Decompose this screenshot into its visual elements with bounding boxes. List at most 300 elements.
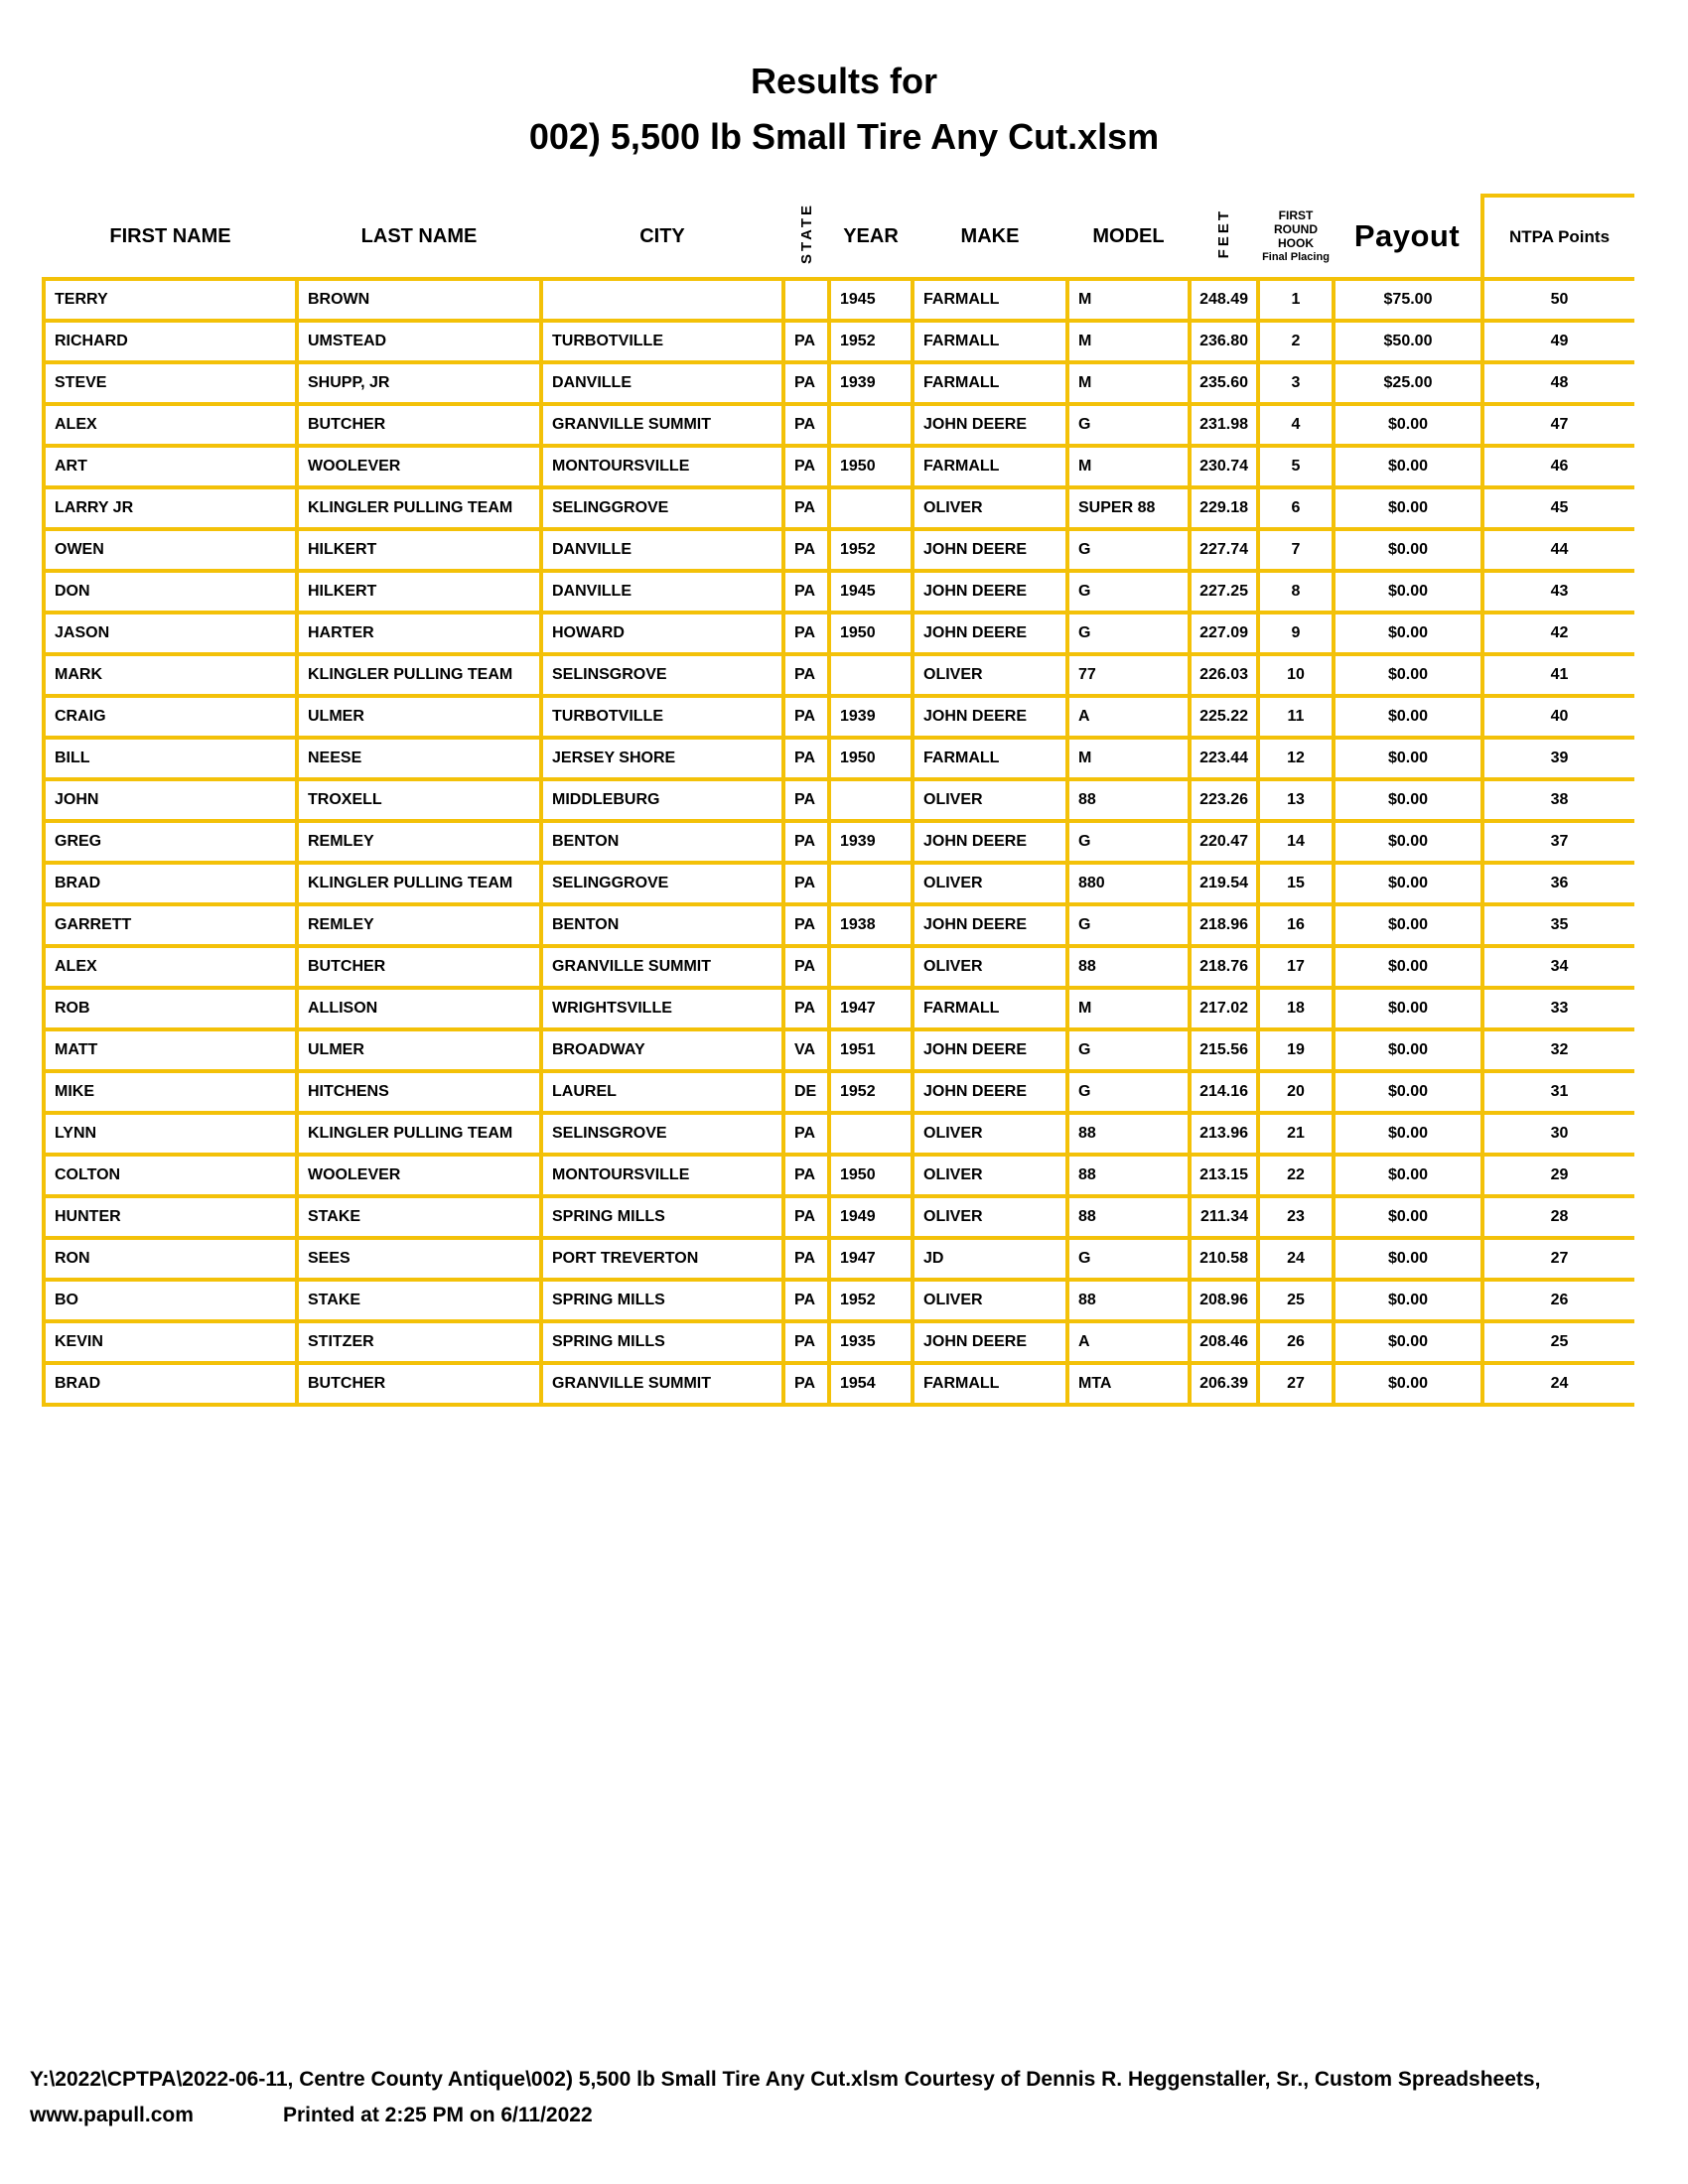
cell-last-name: STAKE [297,1196,541,1238]
cell-state: PA [783,654,829,696]
table-row [44,821,1634,863]
cell-place: 26 [1258,1321,1334,1363]
cell-city: HOWARD [541,613,783,654]
cell-model: 88 [1067,779,1190,821]
cell-make: JOHN DEERE [913,404,1067,446]
cell-year [829,779,913,821]
cell-place: 23 [1258,1196,1334,1238]
cell-city: GRANVILLE SUMMIT [541,946,783,988]
cell-first-name: DON [44,571,297,613]
cell-model: G [1067,1071,1190,1113]
table-row [44,779,1634,821]
col-header-model: MODEL [1067,196,1190,279]
cell-state: PA [783,487,829,529]
cell-payout: $0.00 [1334,654,1482,696]
cell-last-name: KLINGLER PULLING TEAM [297,654,541,696]
cell-payout: $0.00 [1334,571,1482,613]
table-row [44,988,1634,1029]
cell-first-name: ROB [44,988,297,1029]
cell-city: SPRING MILLS [541,1321,783,1363]
cell-city [541,279,783,321]
cell-state: PA [783,1321,829,1363]
cell-make: FARMALL [913,1363,1067,1405]
cell-payout: $0.00 [1334,487,1482,529]
cell-place: 6 [1258,487,1334,529]
cell-state: PA [783,738,829,779]
cell-points: 39 [1482,738,1634,779]
footer-url: www.papull.com [30,2104,194,2126]
cell-points: 50 [1482,279,1634,321]
cell-model: SUPER 88 [1067,487,1190,529]
table-row [44,571,1634,613]
cell-feet: 227.25 [1190,571,1258,613]
cell-payout: $0.00 [1334,738,1482,779]
table-row [44,1280,1634,1321]
cell-first-name: JASON [44,613,297,654]
cell-model: M [1067,279,1190,321]
hook-header-line2: HOOK [1278,236,1314,250]
cell-first-name: ART [44,446,297,487]
cell-city: BENTON [541,904,783,946]
cell-first-name: JOHN [44,779,297,821]
cell-model: 880 [1067,863,1190,904]
cell-year [829,404,913,446]
cell-payout: $0.00 [1334,1029,1482,1071]
cell-state: PA [783,446,829,487]
cell-state: PA [783,571,829,613]
cell-points: 42 [1482,613,1634,654]
table-row [44,404,1634,446]
cell-make: JOHN DEERE [913,613,1067,654]
cell-make: JOHN DEERE [913,571,1067,613]
cell-points: 34 [1482,946,1634,988]
cell-last-name: ULMER [297,1029,541,1071]
cell-first-name: BRAD [44,1363,297,1405]
cell-feet: 217.02 [1190,988,1258,1029]
cell-year: 1939 [829,362,913,404]
cell-points: 38 [1482,779,1634,821]
cell-points: 41 [1482,654,1634,696]
cell-feet: 248.49 [1190,279,1258,321]
cell-last-name: HITCHENS [297,1071,541,1113]
cell-payout: $50.00 [1334,321,1482,362]
cell-make: JOHN DEERE [913,1321,1067,1363]
cell-year: 1952 [829,1071,913,1113]
cell-points: 43 [1482,571,1634,613]
cell-model: 88 [1067,1196,1190,1238]
cell-make: FARMALL [913,321,1067,362]
cell-place: 14 [1258,821,1334,863]
table-row [44,696,1634,738]
cell-model: A [1067,1321,1190,1363]
cell-place: 9 [1258,613,1334,654]
cell-model: G [1067,1029,1190,1071]
cell-feet: 229.18 [1190,487,1258,529]
cell-payout: $0.00 [1334,404,1482,446]
cell-first-name: BO [44,1280,297,1321]
col-header-ntpa-points: NTPA Points [1482,196,1634,279]
cell-points: 29 [1482,1155,1634,1196]
cell-city: GRANVILLE SUMMIT [541,1363,783,1405]
cell-model: G [1067,529,1190,571]
cell-model: M [1067,362,1190,404]
cell-state: PA [783,1363,829,1405]
cell-city: TURBOTVILLE [541,696,783,738]
cell-first-name: LYNN [44,1113,297,1155]
cell-model: M [1067,321,1190,362]
cell-last-name: TROXELL [297,779,541,821]
cell-state: PA [783,404,829,446]
cell-year [829,1113,913,1155]
cell-state: PA [783,613,829,654]
col-header-make: MAKE [913,196,1067,279]
cell-year: 1952 [829,1280,913,1321]
cell-first-name: TERRY [44,279,297,321]
cell-payout: $0.00 [1334,1321,1482,1363]
cell-make: JOHN DEERE [913,529,1067,571]
cell-first-name: RICHARD [44,321,297,362]
cell-year: 1950 [829,613,913,654]
cell-place: 21 [1258,1113,1334,1155]
cell-last-name: UMSTEAD [297,321,541,362]
table-row [44,446,1634,487]
cell-points: 33 [1482,988,1634,1029]
cell-points: 30 [1482,1113,1634,1155]
cell-last-name: REMLEY [297,821,541,863]
cell-payout: $0.00 [1334,946,1482,988]
cell-year: 1945 [829,571,913,613]
cell-payout: $0.00 [1334,1238,1482,1280]
cell-city: GRANVILLE SUMMIT [541,404,783,446]
table-row [44,1071,1634,1113]
cell-make: OLIVER [913,1280,1067,1321]
cell-points: 25 [1482,1321,1634,1363]
col-header-first-name: FIRST NAME [44,196,297,279]
cell-state: PA [783,904,829,946]
cell-payout: $0.00 [1334,904,1482,946]
cell-payout: $0.00 [1334,863,1482,904]
cell-city: SELINGGROVE [541,863,783,904]
cell-feet: 219.54 [1190,863,1258,904]
cell-points: 36 [1482,863,1634,904]
cell-feet: 206.39 [1190,1363,1258,1405]
cell-feet: 231.98 [1190,404,1258,446]
cell-make: JOHN DEERE [913,1029,1067,1071]
cell-payout: $0.00 [1334,988,1482,1029]
cell-place: 8 [1258,571,1334,613]
cell-last-name: KLINGLER PULLING TEAM [297,487,541,529]
cell-model: G [1067,613,1190,654]
results-table [42,194,1634,1407]
cell-last-name: STAKE [297,1280,541,1321]
cell-city: MONTOURSVILLE [541,1155,783,1196]
cell-year [829,487,913,529]
cell-state: PA [783,779,829,821]
cell-last-name: HILKERT [297,529,541,571]
cell-state: PA [783,321,829,362]
cell-year: 1951 [829,1029,913,1071]
cell-state: PA [783,1113,829,1155]
cell-place: 22 [1258,1155,1334,1196]
cell-make: JOHN DEERE [913,1071,1067,1113]
cell-city: TURBOTVILLE [541,321,783,362]
cell-state: PA [783,988,829,1029]
table-row [44,1155,1634,1196]
cell-city: DANVILLE [541,362,783,404]
cell-city: JERSEY SHORE [541,738,783,779]
cell-model: G [1067,404,1190,446]
cell-first-name: STEVE [44,362,297,404]
col-header-last-name: LAST NAME [297,196,541,279]
feet-rotated-label: FEET [1215,207,1232,259]
cell-points: 32 [1482,1029,1634,1071]
cell-payout: $0.00 [1334,696,1482,738]
cell-city: PORT TREVERTON [541,1238,783,1280]
cell-make: OLIVER [913,1113,1067,1155]
cell-feet: 225.22 [1190,696,1258,738]
cell-year: 1939 [829,696,913,738]
table-row [44,738,1634,779]
cell-city: MIDDLEBURG [541,779,783,821]
cell-place: 18 [1258,988,1334,1029]
cell-payout: $0.00 [1334,529,1482,571]
cell-place: 15 [1258,863,1334,904]
cell-payout: $0.00 [1334,1196,1482,1238]
cell-make: OLIVER [913,1155,1067,1196]
cell-payout: $75.00 [1334,279,1482,321]
cell-state: PA [783,529,829,571]
footer-printed-timestamp: Printed at 2:25 PM on 6/11/2022 [283,2104,593,2126]
cell-make: FARMALL [913,446,1067,487]
table-row [44,946,1634,988]
cell-first-name: GREG [44,821,297,863]
cell-points: 46 [1482,446,1634,487]
cell-feet: 210.58 [1190,1238,1258,1280]
cell-payout: $0.00 [1334,1113,1482,1155]
cell-make: OLIVER [913,487,1067,529]
cell-first-name: LARRY JR [44,487,297,529]
cell-make: JOHN DEERE [913,696,1067,738]
table-row [44,529,1634,571]
cell-place: 3 [1258,362,1334,404]
cell-city: SPRING MILLS [541,1196,783,1238]
cell-year: 1950 [829,1155,913,1196]
cell-year: 1952 [829,529,913,571]
cell-first-name: HUNTER [44,1196,297,1238]
cell-place: 17 [1258,946,1334,988]
cell-feet: 230.74 [1190,446,1258,487]
cell-city: SPRING MILLS [541,1280,783,1321]
cell-make: JOHN DEERE [913,904,1067,946]
cell-payout: $0.00 [1334,1280,1482,1321]
cell-first-name: ALEX [44,404,297,446]
cell-points: 44 [1482,529,1634,571]
cell-place: 7 [1258,529,1334,571]
cell-feet: 223.44 [1190,738,1258,779]
cell-state: PA [783,1238,829,1280]
cell-first-name: COLTON [44,1155,297,1196]
cell-feet: 226.03 [1190,654,1258,696]
cell-last-name: KLINGLER PULLING TEAM [297,1113,541,1155]
cell-place: 12 [1258,738,1334,779]
cell-last-name: BROWN [297,279,541,321]
cell-year: 1945 [829,279,913,321]
cell-points: 40 [1482,696,1634,738]
cell-place: 13 [1258,779,1334,821]
cell-make: FARMALL [913,738,1067,779]
cell-make: OLIVER [913,654,1067,696]
cell-feet: 227.74 [1190,529,1258,571]
cell-state: VA [783,1029,829,1071]
cell-year: 1947 [829,1238,913,1280]
cell-city: SELINGGROVE [541,487,783,529]
cell-points: 48 [1482,362,1634,404]
cell-first-name: BILL [44,738,297,779]
cell-last-name: WOOLEVER [297,446,541,487]
cell-place: 27 [1258,1363,1334,1405]
cell-points: 24 [1482,1363,1634,1405]
cell-first-name: MIKE [44,1071,297,1113]
table-row [44,1196,1634,1238]
cell-place: 24 [1258,1238,1334,1280]
cell-model: 77 [1067,654,1190,696]
cell-points: 26 [1482,1280,1634,1321]
cell-place: 25 [1258,1280,1334,1321]
cell-city: BENTON [541,821,783,863]
cell-last-name: KLINGLER PULLING TEAM [297,863,541,904]
cell-first-name: ALEX [44,946,297,988]
col-header-feet [1190,196,1258,279]
cell-city: DANVILLE [541,529,783,571]
cell-first-name: CRAIG [44,696,297,738]
cell-feet: 236.80 [1190,321,1258,362]
report-title-line2: 002) 5,500 lb Small Tire Any Cut.xlsm [528,116,1160,157]
cell-feet: 214.16 [1190,1071,1258,1113]
table-row [44,321,1634,362]
cell-state: PA [783,1155,829,1196]
cell-year: 1938 [829,904,913,946]
cell-first-name: BRAD [44,863,297,904]
cell-state: PA [783,1280,829,1321]
state-rotated-label: STATE [797,203,815,264]
cell-city: WRIGHTSVILLE [541,988,783,1029]
cell-last-name: BUTCHER [297,1363,541,1405]
cell-feet: 218.76 [1190,946,1258,988]
cell-year: 1950 [829,738,913,779]
cell-state: PA [783,821,829,863]
cell-last-name: SEES [297,1238,541,1280]
table-row [44,279,1634,321]
cell-model: M [1067,988,1190,1029]
table-row [44,654,1634,696]
cell-place: 20 [1258,1071,1334,1113]
cell-last-name: BUTCHER [297,946,541,988]
cell-first-name: MATT [44,1029,297,1071]
cell-first-name: MARK [44,654,297,696]
table-row [44,904,1634,946]
cell-feet: 211.34 [1190,1196,1258,1238]
cell-year [829,863,913,904]
col-header-first-round-hook [1258,196,1334,279]
cell-year [829,946,913,988]
cell-place: 11 [1258,696,1334,738]
cell-state: PA [783,1196,829,1238]
table-row [44,362,1634,404]
cell-make: OLIVER [913,863,1067,904]
table-row [44,1321,1634,1363]
cell-last-name: NEESE [297,738,541,779]
cell-model: 88 [1067,1155,1190,1196]
cell-last-name: SHUPP, JR [297,362,541,404]
cell-year: 1950 [829,446,913,487]
cell-points: 31 [1482,1071,1634,1113]
col-header-city: CITY [541,196,783,279]
col-header-year: YEAR [829,196,913,279]
cell-last-name: REMLEY [297,904,541,946]
cell-state: PA [783,946,829,988]
results-body [44,279,1634,1405]
cell-model: 88 [1067,946,1190,988]
cell-first-name: GARRETT [44,904,297,946]
table-row [44,487,1634,529]
cell-feet: 215.56 [1190,1029,1258,1071]
cell-city: SELINSGROVE [541,1113,783,1155]
cell-city: BROADWAY [541,1029,783,1071]
cell-make: FARMALL [913,279,1067,321]
cell-payout: $0.00 [1334,1363,1482,1405]
cell-make: FARMALL [913,362,1067,404]
cell-model: G [1067,821,1190,863]
cell-first-name: KEVIN [44,1321,297,1363]
cell-city: LAUREL [541,1071,783,1113]
cell-feet: 223.26 [1190,779,1258,821]
table-row [44,613,1634,654]
cell-points: 45 [1482,487,1634,529]
cell-make: OLIVER [913,1196,1067,1238]
cell-payout: $0.00 [1334,1155,1482,1196]
cell-model: 88 [1067,1280,1190,1321]
table-row [44,1113,1634,1155]
cell-model: A [1067,696,1190,738]
cell-make: FARMALL [913,988,1067,1029]
footer-line2 [30,2103,1668,2128]
cell-state: PA [783,696,829,738]
header-row [44,196,1634,279]
cell-year: 1952 [829,321,913,362]
cell-points: 35 [1482,904,1634,946]
cell-model: MTA [1067,1363,1190,1405]
cell-year: 1949 [829,1196,913,1238]
hook-header-line3: Final Placing [1262,251,1330,263]
cell-feet: 208.46 [1190,1321,1258,1363]
table-row [44,863,1634,904]
table-row [44,1363,1634,1405]
cell-model: 88 [1067,1113,1190,1155]
report-title-line1: Results for [750,61,938,101]
cell-payout: $0.00 [1334,779,1482,821]
cell-place: 19 [1258,1029,1334,1071]
cell-state: PA [783,863,829,904]
cell-points: 49 [1482,321,1634,362]
cell-feet: 235.60 [1190,362,1258,404]
cell-year: 1935 [829,1321,913,1363]
cell-last-name: ALLISON [297,988,541,1029]
cell-points: 27 [1482,1238,1634,1280]
cell-payout: $25.00 [1334,362,1482,404]
cell-model: G [1067,1238,1190,1280]
cell-payout: $0.00 [1334,1071,1482,1113]
cell-make: JOHN DEERE [913,821,1067,863]
